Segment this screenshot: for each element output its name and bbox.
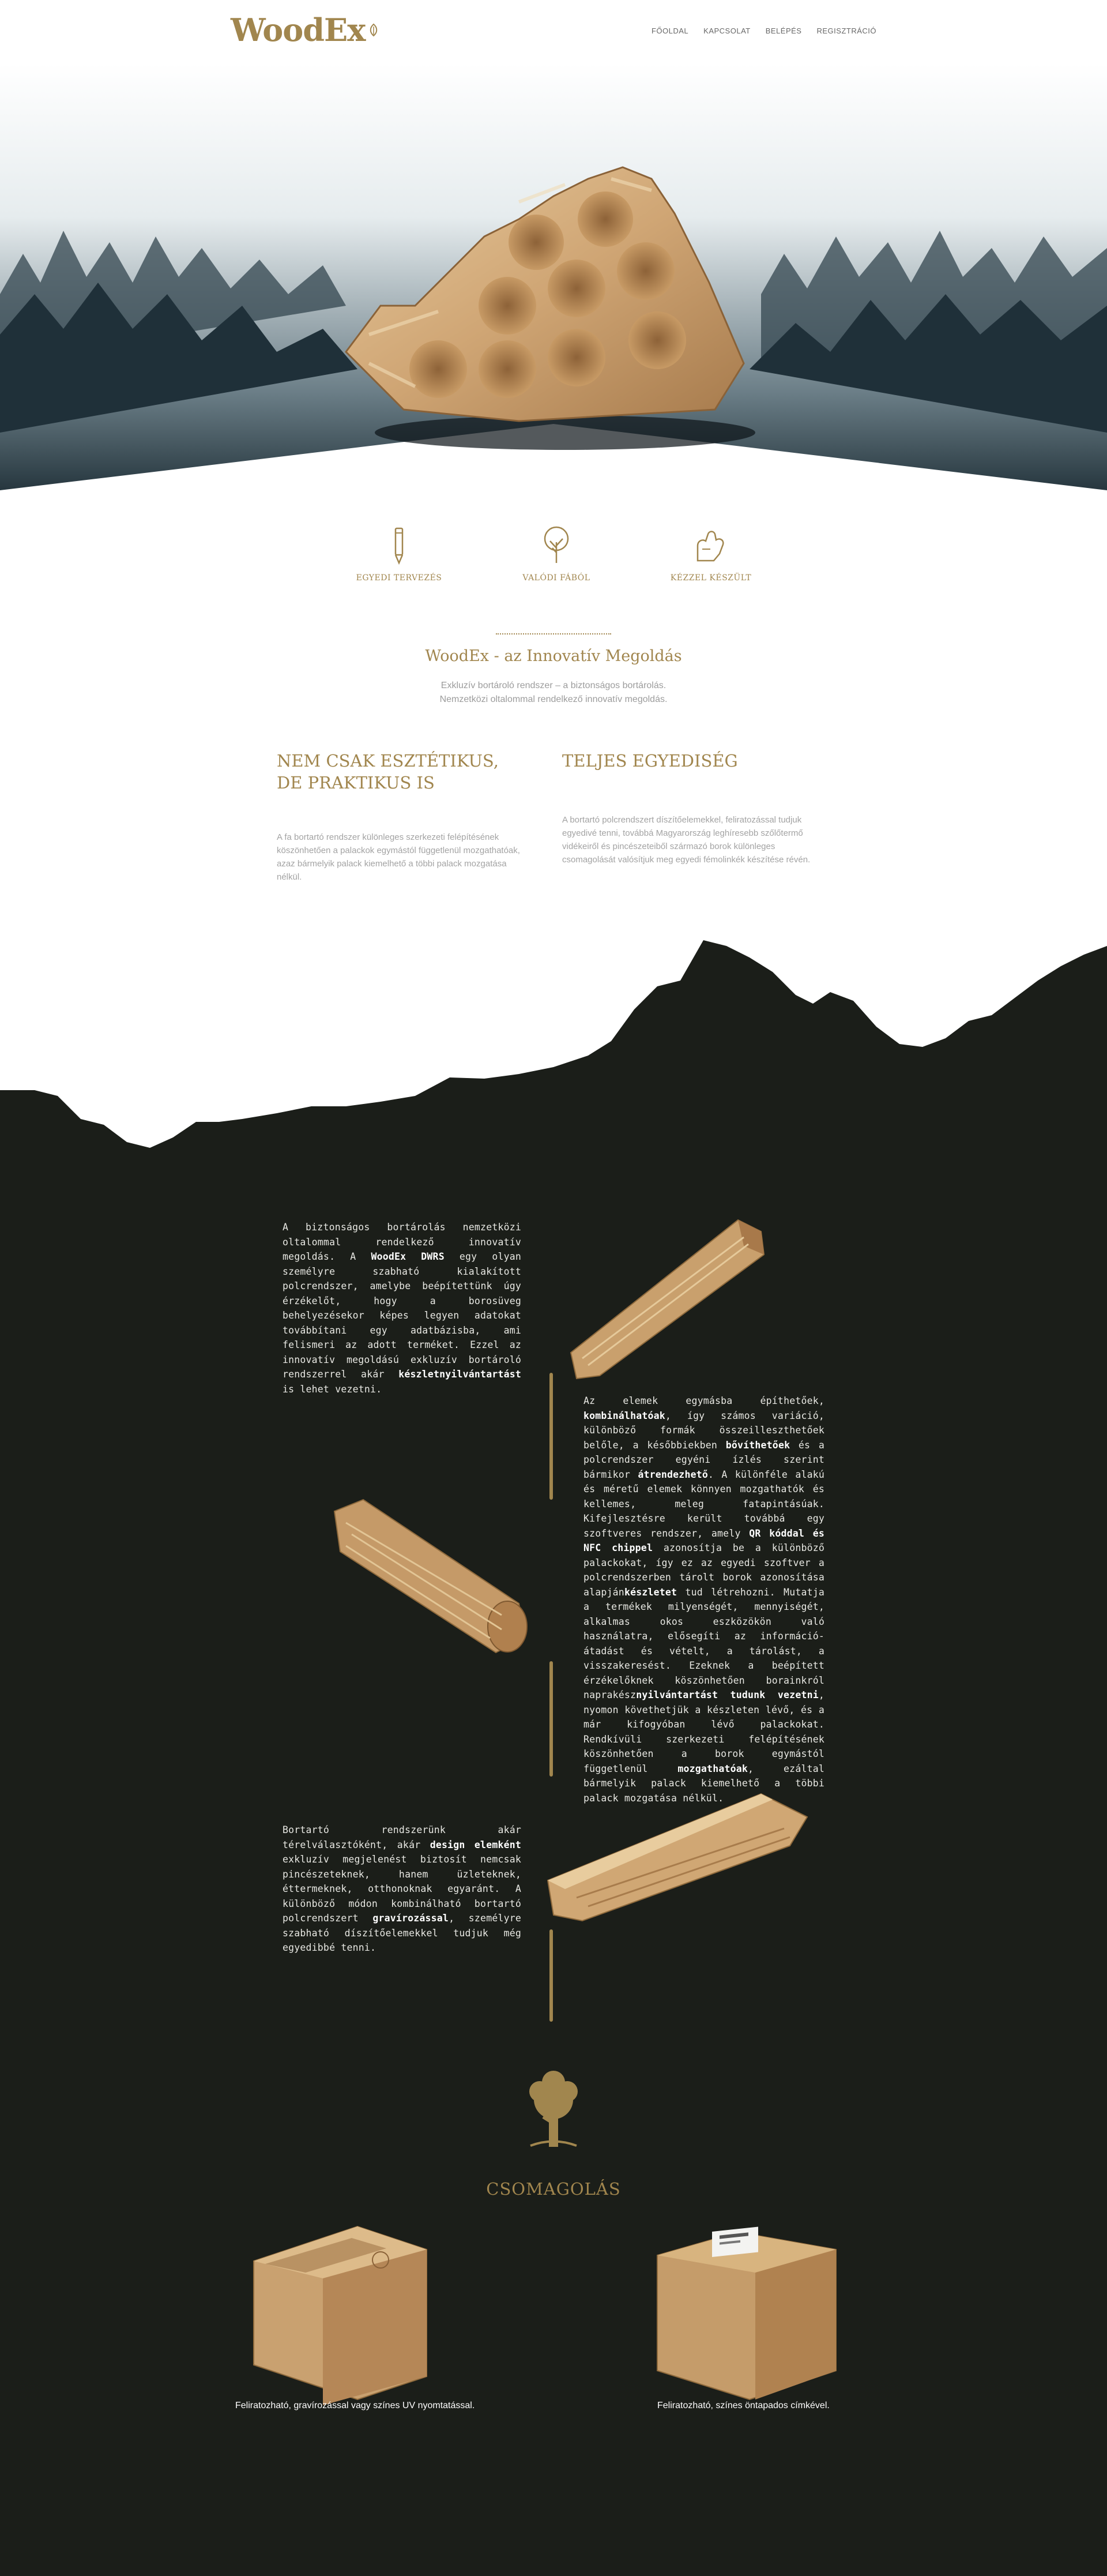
hand-icon — [691, 525, 731, 565]
intro-dark-paragraph — [283, 1220, 521, 1396]
highlight-text: átrendezhető — [638, 1469, 708, 1480]
nav-home-link[interactable]: FŐOLDAL — [651, 27, 689, 35]
text-segment: A biztonságos bortárolás nemzetközi oltalommal rendelkező innovatív megoldás. A — [283, 1222, 521, 1262]
text-segment: Az elemek egymásba építhetőek, — [583, 1395, 824, 1406]
nav-login-link[interactable]: BELÉPÉS — [765, 27, 802, 35]
top-navigation — [0, 0, 1107, 63]
design-paragraph — [283, 1823, 521, 1955]
intro-title: WoodEx - az Innovatív Megoldás — [425, 647, 682, 665]
tree-icon — [536, 525, 577, 565]
nav-links — [652, 27, 876, 35]
product-piece-3 — [542, 1782, 813, 1927]
highlight-text: QR kóddal és NFC chippel — [583, 1527, 824, 1553]
mountain-silhouette — [0, 923, 1107, 1188]
text-segment: , személyre szabható díszítőelemekkel tudjuk még egyedibbé tenni. — [283, 1913, 521, 1953]
highlight-text: készletnyilvántartást — [398, 1369, 521, 1380]
highlight-text: mozgathatóak — [677, 1763, 748, 1774]
feature-label: VALÓDI FÁBÓL — [522, 573, 590, 583]
logo-leaf-icon — [367, 23, 380, 37]
packaging-title: CSOMAGOLÁS — [486, 2179, 621, 2199]
text-segment: exkluzív megjelenést biztosít nemcsak pincészeteknek, hanem üzleteknek, éttermeknek, otthonoknak egyaránt. A különböző módon kombinálható bortartó polcrendszert — [283, 1854, 521, 1924]
hero-image — [0, 63, 1107, 502]
gold-divider-line — [549, 1373, 553, 1500]
highlight-text: gravírozással — [372, 1913, 449, 1924]
hero-banner — [0, 63, 1107, 502]
text-segment: , ezáltal bármelyik palack kiemelhető a többi palack mozgatása nélkül. — [583, 1763, 824, 1804]
feature-real-wood — [510, 525, 603, 584]
highlight-text: bővíthetőek — [725, 1439, 790, 1451]
nav-register-link[interactable]: REGISZTRÁCIÓ — [816, 27, 876, 35]
product-piece-1 — [565, 1214, 773, 1381]
feature-label: KÉZZEL KÉSZÜLT — [670, 573, 752, 583]
intro-section — [0, 617, 1107, 952]
text-segment: . A különféle alakú és méretű elemek könnyen mozgathatók és kellemes, meleg fatapintásúak. Kifejlesztésre került továbbá egy szoftveres rendszer, amely — [583, 1469, 824, 1539]
uniqueness-title: TELJES EGYEDISÉG — [562, 751, 738, 771]
aesthetic-title-line-1: NEM CSAK ESZTÉTIKUS, — [277, 751, 499, 771]
highlight-text: nyilvántartást tudunk vezetni — [636, 1689, 819, 1700]
gold-divider-line — [549, 1661, 553, 1777]
text-segment: , így számos variáció, különböző formák összeilleszthetőek belőle, a későbbiekben — [583, 1410, 824, 1451]
packaging-caption-right: Feliratozható, színes öntapados címkével. — [657, 2401, 830, 2410]
text-segment: is lehet vezetni. — [283, 1383, 382, 1395]
packaging-box-engraved — [242, 2215, 438, 2411]
aesthetic-title — [277, 750, 519, 794]
highlight-text: készletet — [624, 1586, 677, 1598]
features-row — [0, 502, 1107, 617]
aesthetic-body: A fa bortartó rendszer különleges szerkezeti felépítésének köszönhetően a palackok egymástól függetlenül mozgathatóak, azaz bármelyik palack kiemelhető a többi palack mozgatása nélkül. — [277, 832, 520, 882]
highlight-text: design elemként — [430, 1839, 521, 1850]
tree-logo-icon — [507, 2065, 600, 2157]
text-segment: azonosítja be a különböző palackokat, így ez az egyedi szoftver a polcrendszerben tárolt borok azonosítása alapján — [583, 1542, 824, 1598]
dotted-divider — [496, 633, 611, 634]
intro-subtitle-2: Nemzetközi oltalommal rendelkező innovatív megoldás. — [439, 694, 668, 704]
text-segment: , nyomon követhetjük a készleten lévő, és a már kifogyóban lévő palackokat. Rendkívüli szerkezeti felépítésének köszönhetően a borok egymástól függetlenül — [583, 1689, 824, 1774]
text-segment: és a polcrendszer egyéni ízlés szerint bármikor — [583, 1439, 824, 1480]
product-piece-2 — [329, 1488, 536, 1661]
feature-label: EGYEDI TERVEZÉS — [356, 573, 442, 583]
text-segment: Bortartó rendszerünk akár térelválasztóként, akár — [283, 1824, 521, 1850]
logo-text: WoodEx — [231, 12, 366, 48]
gold-divider-line — [549, 1929, 553, 2022]
highlight-text: WoodEx DWRS — [371, 1251, 445, 1262]
combinable-paragraph — [583, 1394, 824, 1805]
nav-contact-link[interactable]: KAPCSOLAT — [703, 27, 751, 35]
packaging-box-labeled — [652, 2215, 842, 2405]
text-segment: egy olyan személyre szabható kialakított polcrendszer, amelybe beépítettünk úgy érzékelőt, hogy a borosüveg behelyezésekor képes legyen adatokat továbbítani egy adatbázisba, ami felismeri az adott terméket. Ezzel az innovatív megoldású exkluzív bortároló rendszerrel akár — [283, 1251, 521, 1380]
feature-handmade — [665, 525, 757, 584]
packaging-caption-left: Feliratozható, gravírozással vagy színes UV nyomtatással. — [235, 2401, 475, 2410]
intro-subtitle-1: Exkluzív bortároló rendszer – a biztonságos bortárolás. — [440, 681, 667, 690]
uniqueness-body: A bortartó polcrendszert díszítőelemekkel, feliratozással tudjuk egyedivé tenni, továbbá Magyarország leghíresebb szőlőtermő vidékeiről és pincészeteiből származó borok különleges csomagolását valósítjuk meg egyedi fémolinkék készítése révén. — [562, 815, 811, 865]
pencil-icon — [387, 525, 411, 565]
brand-logo[interactable] — [231, 9, 380, 51]
text-segment: tud létrehozni. Mutatja a termékek milyenségét, mennyiségét, alkalmas okos eszközökön való használatra, elősegíti az információ-átadást és vételt, a tárolást, a visszakeresést. Ezeknek a beépített érzékelőknek köszönhetően borainkról naprakész — [583, 1586, 824, 1700]
highlight-text: kombinálhatóak — [583, 1410, 665, 1421]
feature-custom-design — [353, 525, 445, 584]
aesthetic-title-line-2: DE PRAKTIKUS IS — [277, 773, 435, 793]
